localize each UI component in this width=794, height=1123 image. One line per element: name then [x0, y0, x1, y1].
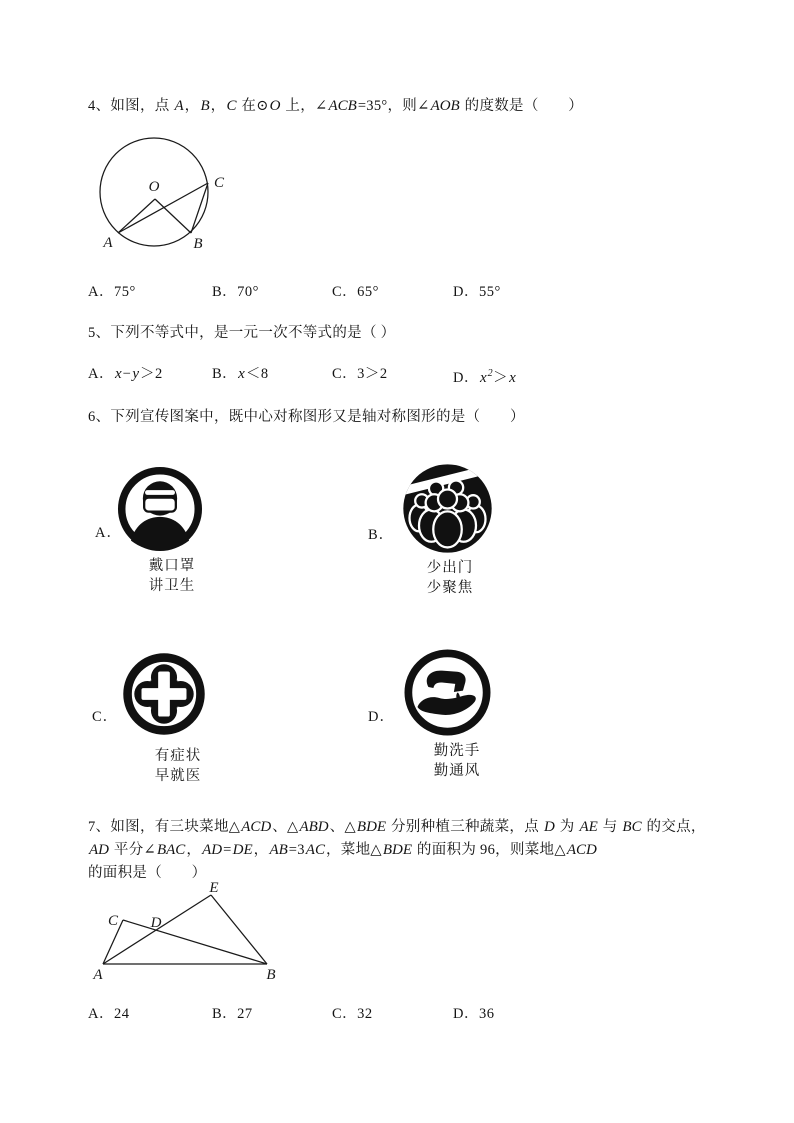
- q6-choice-b-label: B．: [368, 527, 395, 543]
- side-eb-line: [211, 895, 267, 964]
- cross-horizontal: [142, 688, 187, 700]
- point-label-e: E: [209, 882, 219, 896]
- point-label-c: C: [107, 913, 119, 929]
- clover-cross-icon: [119, 649, 209, 739]
- hand-wash-icon: [402, 647, 493, 738]
- question-4-stem: 4、如图，点 A，B，C 在⊙O 上，∠ACB=35°，则∠AOB 的度数是（ ）: [88, 98, 584, 114]
- crowd-no-gathering-icon: [400, 461, 495, 556]
- q7-option-d: D．36: [453, 1006, 495, 1022]
- question-4-options: [88, 283, 603, 301]
- caption-line: 讲卫生: [148, 578, 196, 594]
- caption-line: 戴口罩: [148, 558, 196, 574]
- circle-diagram-q4: [95, 133, 237, 261]
- q7-option-b: B．27: [212, 1006, 253, 1022]
- face-mask-shape: [144, 498, 176, 512]
- q6-choice-c-label: C．: [92, 709, 119, 725]
- mask-person-icon: [116, 465, 204, 553]
- caption-line: 勤洗手: [433, 743, 481, 759]
- q6-choice-b-caption: [400, 558, 500, 598]
- question-6-stem: 6、下列宣传图案中，既中心对称图形又是轴对称图形的是（ ）: [88, 409, 525, 425]
- question-7-stem: 7、如图，有三块菜地△ACD、△ABD、△BDE 分别种植三种蔬菜，点 D 为 AE 与 BC 的交点，AD 平分∠BAC，AD=DE，AB=3AC，菜地△BDE 的面积为 96，则菜地△ACD 的面积是（ ）: [88, 819, 706, 881]
- q5-option-a: A．x−y＞2: [88, 366, 163, 382]
- caption-line: 有症状: [154, 748, 202, 764]
- q4-option-b: B．70°: [212, 284, 259, 300]
- caption-line: 少聚焦: [426, 580, 474, 596]
- q4-option-d: D．55°: [453, 284, 501, 300]
- point-label-a: A: [93, 967, 103, 983]
- q7-option-c: C．32: [332, 1006, 373, 1022]
- chord-ac-line: [118, 183, 208, 233]
- q6-choice-a-label: A．: [95, 525, 122, 541]
- q6-choice-a-caption: [122, 556, 222, 596]
- q7-option-a: A．24: [88, 1006, 130, 1022]
- q6-choice-c-caption: [128, 746, 228, 786]
- faucet-shape: [427, 671, 466, 692]
- icon-ring: [408, 653, 486, 731]
- point-label-o: O: [148, 179, 160, 195]
- eyes-band: [145, 490, 175, 495]
- shoulders-shape: [131, 517, 189, 550]
- question-7-options: [88, 1005, 603, 1023]
- line-cb: [123, 920, 267, 964]
- triangle-diagram-q7: [90, 882, 285, 984]
- caption-line: 勤通风: [433, 763, 481, 779]
- q5-option-d: D．$x^2>x$: [453, 368, 516, 386]
- hand-shape: [417, 695, 475, 715]
- point-label-b: B: [266, 967, 276, 983]
- caption-line: 少出门: [426, 560, 474, 576]
- q6-choice-d-caption: [407, 741, 507, 781]
- point-label-a: A: [103, 235, 113, 251]
- q5-option-c: C．3＞2: [332, 366, 388, 382]
- caption-line: 早就医: [154, 768, 202, 784]
- q6-choice-d-label: D．: [368, 709, 395, 725]
- question-5-stem: 5、下列不等式中，是一元一次不等式的是（ ）: [88, 325, 396, 341]
- point-label-d: D: [150, 915, 162, 931]
- q5-option-b: B．x＜8: [212, 366, 269, 382]
- question-5-options: [88, 365, 603, 387]
- q4-option-c: C．65°: [332, 284, 379, 300]
- point-label-c: C: [213, 175, 225, 191]
- point-label-b: B: [193, 236, 203, 252]
- q4-option-a: A．75°: [88, 284, 136, 300]
- radius-ob-line: [155, 199, 191, 233]
